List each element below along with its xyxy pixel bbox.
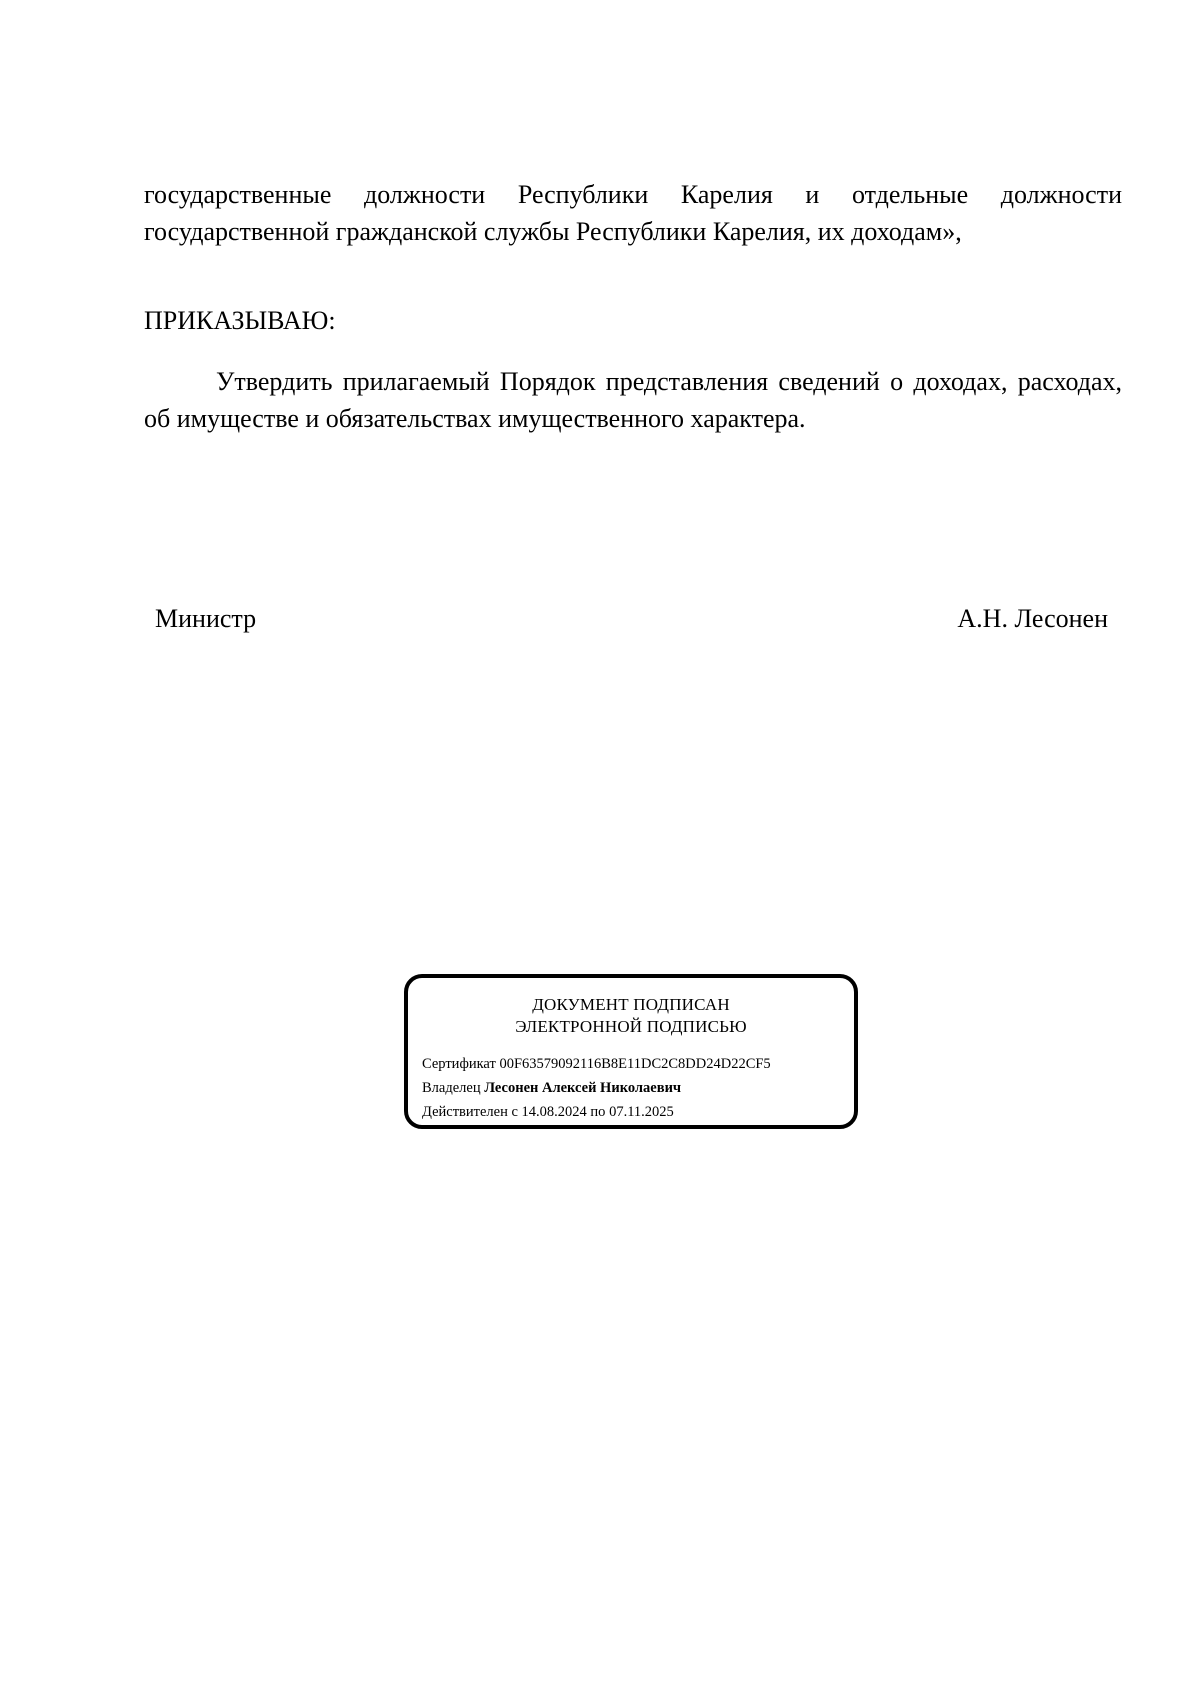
signer-name: А.Н. Лесонен: [957, 604, 1108, 633]
valid-to: 07.11.2025: [609, 1104, 674, 1120]
stamp-title-line-2: ЭЛЕКТРОННОЙ ПОДПИСЬЮ: [515, 1017, 747, 1036]
owner-value: Лесонен Алексей Николаевич: [484, 1080, 682, 1096]
valid-to-prefix: по: [590, 1104, 606, 1120]
stamp-validity-line: [422, 1100, 840, 1124]
valid-from-prefix: с: [511, 1104, 518, 1120]
owner-label: Владелец: [422, 1080, 481, 1096]
paragraph-approve: Утвердить прилагаемый Порядок представления сведений о доходах, расходах, об имуществе и обязательствах имущественного характера.: [144, 367, 1122, 433]
signer-position: Министр: [155, 604, 257, 633]
valid-label: Действителен: [422, 1104, 508, 1120]
valid-from: 14.08.2024: [521, 1104, 587, 1120]
order-heading: ПРИКАЗЫВАЮ:: [144, 306, 336, 335]
electronic-signature-stamp: [404, 974, 858, 1129]
stamp-title-line-1: ДОКУМЕНТ ПОДПИСАН: [532, 995, 730, 1014]
signature-row: [155, 600, 1108, 637]
stamp-owner-line: [422, 1076, 840, 1100]
certificate-value: 00F63579092116B8E11DC2C8DD24D22CF5: [499, 1056, 771, 1072]
stamp-certificate-line: [422, 1052, 840, 1076]
stamp-title: [422, 994, 840, 1038]
paragraph-continued: государственные должности Республики Карелия и отдельные должности государственной гражданской службы Республики Карелия, их доходам»,: [144, 180, 1122, 246]
stamp-details: [422, 1052, 840, 1124]
certificate-label: Сертификат: [422, 1056, 496, 1072]
